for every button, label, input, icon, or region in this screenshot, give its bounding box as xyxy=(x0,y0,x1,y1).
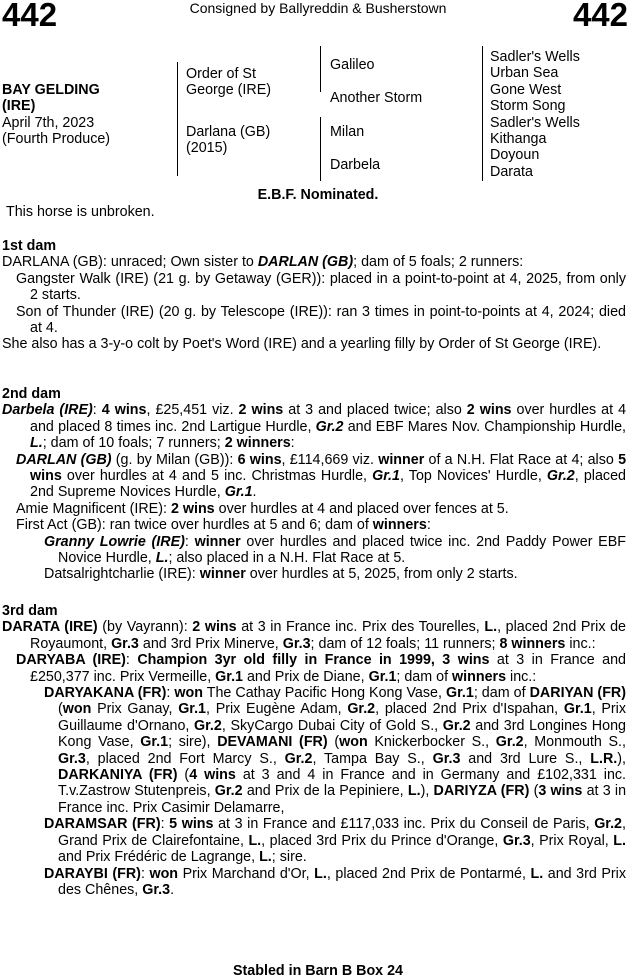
grandparent-2: Another Storm xyxy=(330,90,423,106)
first-dam-heading: 1st dam xyxy=(2,238,57,254)
horse-description xyxy=(2,82,172,148)
first-dam-also: She also has a 3-y-o colt by Poet's Word (IRE) and a yearling filly by Order of St George (IRE). xyxy=(2,336,602,353)
pedigree-divider-2a xyxy=(320,46,321,92)
dam-line-2: (2015) xyxy=(186,140,228,157)
third-dam-para-3: DARYAKANA (FR): won The Cathay Pacific Hong Kong Vase, Gr.1; dam of DARIYAN (FR) (won Prix Ganay, Gr.1, Prix Eugène Adam, Gr.2, placed 2nd Prix d'Ispahan, Gr.1, Prix Guillaume d'Ornano, Gr.2, SkyCargo Dubai City of Gold S., Gr.2 and 3rd Longines Hong Kong Vase, Gr.1; sire), DEVAMANI (FR) (won Knickerbocker S., Gr.2, Monmouth S., Gr.3, placed 2nd Fort Marcy S., Gr.2, Tampa Bay S., Gr.3 and 3rd Lure S., L.R.), DARKANIYA (FR) (4 wins at 3 and 4 in France and in Germany and £102,331 inc. T.v.Zastrow Stutenpreis, Gr.2 and Prix de la Pepiniere, L.), DARIYZA (FR) (3 wins at 3 in France inc. Prix Casimir Delamarre, xyxy=(44,685,627,816)
second-dam-para-2: DARLAN (GB) (g. by Milan (GB)): 6 wins, £114,669 viz. winner of a N.H. Flat Race at 4; also 5 wins over hurdles at 4 and 5 inc. Christmas Hurdle, Gr.1, Top Novices' Hurdle, Gr.2, placed 2nd Supreme Novices Hurdle, Gr.1. xyxy=(16,451,627,501)
ebf-nomination: E.B.F. Nominated. xyxy=(257,187,379,203)
unbroken-note: This horse is unbroken. xyxy=(6,204,155,220)
third-dam-para-4: DARAMSAR (FR): 5 wins at 3 in France and £117,033 inc. Prix du Conseil de Paris, Gr.2, Grand Prix de Clairefontaine, L., placed 3rd Prix du Prince d'Orange, Gr.3, Prix Royal, L. and Prix Frédéric de Lagrange, L.; sire. xyxy=(44,816,626,866)
pedigree-divider-3 xyxy=(482,46,483,181)
ggp-2: Urban Sea xyxy=(490,65,559,82)
foaling-date: April 7th, 2023 xyxy=(2,114,95,131)
sire-line-2: George (IRE) xyxy=(186,82,272,99)
third-dam-para-5: DARAYBI (FR): won Prix Marchand d'Or, L., placed 2nd Prix de Pontarmé, L. and 3rd Prix des Chênes, Gr.3. xyxy=(44,865,626,898)
grandparent-4: Darbela xyxy=(330,157,381,173)
second-dam-para-3: Amie Magnificent (IRE): 2 wins over hurdles at 4 and placed over fences at 5. xyxy=(16,500,509,517)
grandparent-1: Galileo xyxy=(330,57,375,73)
ggp-3: Gone West xyxy=(490,81,562,98)
first-dam-line: DARLANA (GB): unraced; Own sister to DARLAN (GB); dam of 5 foals; 2 runners: xyxy=(2,254,524,271)
ggp-7: Doyoun xyxy=(490,147,540,164)
lot-number-left: 442 xyxy=(2,0,58,33)
second-dam-para-5: Granny Lowrie (IRE): winner over hurdles and placed twice inc. 2nd Paddy Power EBF Novice Hurdle, L.; also placed in a N.H. Flat Race at 5. xyxy=(44,533,626,567)
ggp-4: Storm Song xyxy=(490,98,566,115)
third-dam-heading: 3rd dam xyxy=(2,603,58,619)
pedigree-divider-1 xyxy=(177,62,178,176)
pedigree-sire xyxy=(186,66,271,99)
first-dam-section xyxy=(2,238,626,353)
pedigree-dam xyxy=(186,124,270,157)
third-dam-section xyxy=(2,603,626,898)
second-dam-para-1: Darbela (IRE): 4 wins, £25,451 viz. 2 wins at 3 and placed twice; also 2 wins over hurdles at 4 and placed 8 times inc. 2nd Lartigue Hurdle, Gr.2 and EBF Mares Nov. Championship Hurdle, L.; dam of 10 foals; 7 runners; 2 winners: xyxy=(2,402,627,452)
second-dam-para-4: First Act (GB): ran twice over hurdles at 5 and 6; dam of winners: xyxy=(16,517,431,534)
grandparent-3: Milan xyxy=(330,124,365,140)
third-dam-para-2: DARYABA (IRE): Champion 3yr old filly in France in 1999, 3 wins at 3 in France and £250,377 inc. Prix Vermeille, Gr.1 and Prix de Diane, Gr.1; dam of winners inc.: xyxy=(16,652,627,685)
second-dam-section xyxy=(2,386,626,583)
consignor-line: Consigned by Ballyreddin & Busherstown xyxy=(189,0,447,16)
great-grandparents xyxy=(490,49,580,180)
produce-number: (Fourth Produce) xyxy=(2,131,111,148)
ggp-6: Kithanga xyxy=(490,131,547,148)
ggp-1: Sadler's Wells xyxy=(490,49,580,65)
third-dam-para-1: DARATA (IRE) (by Vayrann): 2 wins at 3 in France inc. Prix des Tourelles, L., placed 2nd Prix de Royaumont, Gr.3 and 3rd Prix Minerve, Gr.3; dam of 12 foals; 11 runners; 8 winners inc.: xyxy=(2,619,627,652)
ggp-8: Darata xyxy=(490,163,533,180)
second-dam-heading: 2nd dam xyxy=(2,386,61,402)
horse-sex-color: BAY GELDING xyxy=(2,82,100,98)
first-dam-runner-1: Gangster Walk (IRE) (21 g. by Getaway (GER)): placed in a point-to-point at 4, 2025, from only 2 starts. xyxy=(16,270,626,304)
dam-line-1: Darlana (GB) xyxy=(186,124,271,140)
lot-number-right: 442 xyxy=(572,0,628,33)
ggp-5: Sadler's Wells xyxy=(490,114,580,131)
horse-country: (IRE) xyxy=(2,98,36,115)
pedigree-divider-2b xyxy=(320,117,321,181)
second-dam-para-6: Datsalrightcharlie (IRE): winner over hurdles at 5, 2025, from only 2 starts. xyxy=(44,566,518,583)
stabling-footer: Stabled in Barn B Box 24 xyxy=(232,963,403,979)
sire-line-1: Order of St xyxy=(186,66,256,82)
first-dam-runner-2: Son of Thunder (IRE) (20 g. by Telescope (IRE)): ran 3 times in point-to-points at 4, 2024; died at 4. xyxy=(16,303,626,337)
